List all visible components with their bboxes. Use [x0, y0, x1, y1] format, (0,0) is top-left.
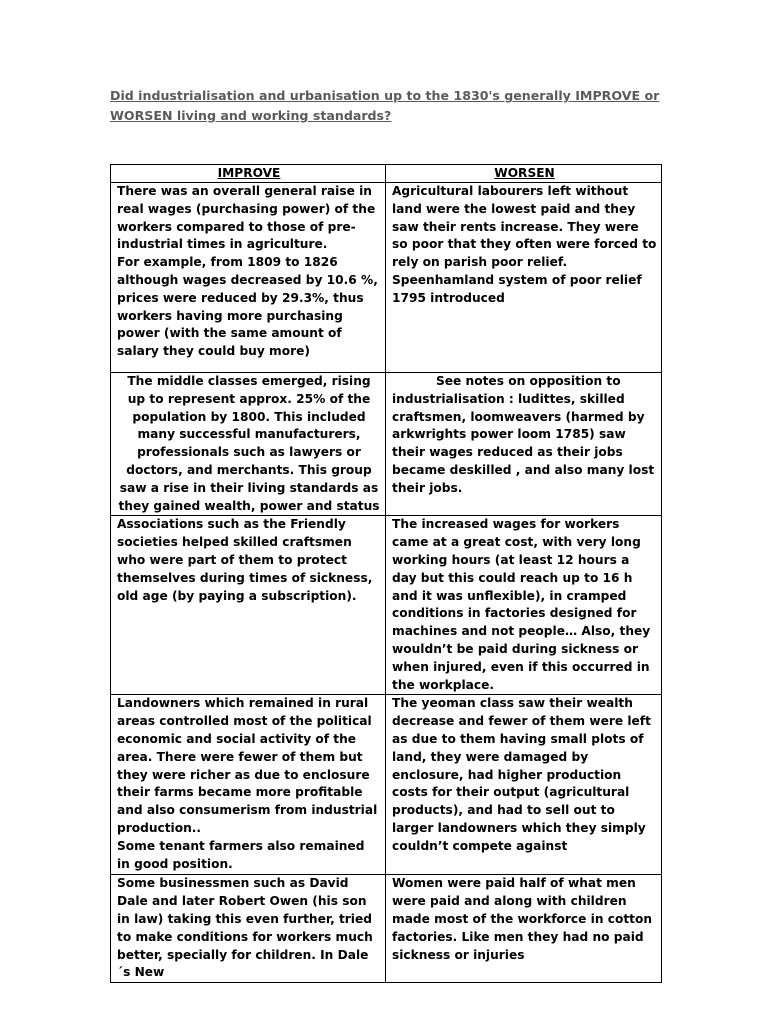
- table-header-row: [111, 165, 662, 183]
- cell-paragraph: Landowners which remained in rural areas controlled most of the political economic and social activity of the area. There were fewer of them but they were richer as due to enclosure their farms became more profitable and also consumerism from industrial production..: [117, 696, 378, 835]
- table-row: [111, 373, 662, 516]
- page-title: Did industrialisation and urbanisation up to the 1830's generally IMPROVE or WORSEN living and working standards?: [110, 88, 660, 123]
- comparison-table: [110, 164, 662, 983]
- worsen-cell: [386, 373, 662, 516]
- table-row: [111, 875, 662, 983]
- worsen-cell: [386, 695, 662, 875]
- cell-paragraph: Some tenant farmers also remained in good position.: [117, 838, 365, 871]
- improve-cell: [111, 183, 386, 373]
- cell-paragraph: Some businessmen such as David Dale and later Robert Owen (his son in law) taking this even further, tried to make conditions for workers much better, specially for children. In Dale´s New: [117, 876, 373, 980]
- cell-paragraph: The yeoman class saw their wealth decrease and fewer of them were left as due to them having small plots of land, they were damaged by enclosure, had higher production costs for their output (agricultural products), and had to sell out to larger landowners which they simply couldn’t compete against: [392, 696, 651, 853]
- table-row: [111, 516, 662, 695]
- worsen-cell: [386, 875, 662, 983]
- improve-cell: [111, 875, 386, 983]
- worsen-header: WORSEN: [386, 165, 662, 183]
- cell-paragraph: The increased wages for workers came at a great cost, with very long working hours (at least 12 hours a day but this could reach up to 16 h and it was unflexible), in cramped conditions in factories designed for machines and not people… Also, they wouldn’t be paid during sickness or when injured, even if this occurred in the workplace.: [392, 517, 651, 692]
- cell-paragraph: There was an overall general raise in real wages (purchasing power) of the workers compared to those of pre-industrial times in agriculture.: [117, 184, 376, 252]
- improve-cell: [111, 373, 386, 516]
- improve-cell: [111, 516, 386, 695]
- table-row: [111, 183, 662, 373]
- cell-paragraph: See notes on opposition to industrialisation : ludittes, skilled craftsmen, loomweavers (harmed by arkwrights power loom 1785) saw their wages reduced as their jobs became deskilled , and also many lost their jobs.: [392, 374, 655, 495]
- worsen-cell: [386, 516, 662, 695]
- table-row: [111, 695, 662, 875]
- cell-paragraph: Associations such as the Friendly societies helped skilled craftsmen who were part of them to protect themselves during times of sickness, old age (by paying a subscription).: [117, 517, 373, 603]
- worsen-cell: [386, 183, 662, 373]
- cell-paragraph: Women were paid half of what men were paid and along with children made most of the workforce in cotton factories. Like men they had no paid sickness or injuries: [392, 876, 653, 962]
- improve-header: IMPROVE: [111, 165, 386, 183]
- cell-paragraph: Agricultural labourers left without land were the lowest paid and they saw their rents increase. They were so poor that they often were forced to rely on parish poor relief. Speenhamland system of poor relief 1795 introduced: [392, 184, 657, 305]
- cell-paragraph: For example, from 1809 to 1826 although wages decreased by 10.6 %, prices were reduced by 29.3%, thus workers having more purchasing power (with the same amount of salary they could buy more): [117, 255, 378, 359]
- improve-cell: [111, 695, 386, 875]
- cell-paragraph: The middle classes emerged, rising up to represent approx. 25% of the population by 1800. This included many successful manufacturers, professionals such as lawyers or doctors, and merchants. This group saw a rise in their living standards as they gained wealth, power and status: [118, 374, 380, 513]
